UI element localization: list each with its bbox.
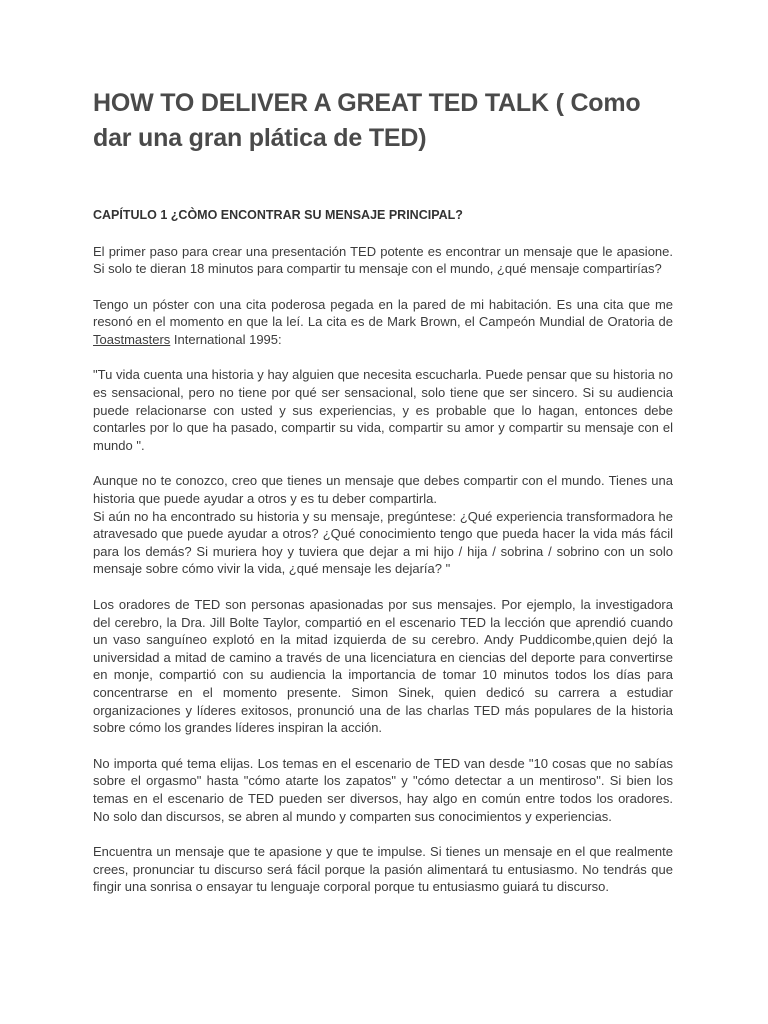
paragraph-1: El primer paso para crear una presentación TED potente es encontrar un mensaje que le apasione. Si solo te dieran 18 minutos para compartir tu mensaje con el mundo, ¿qué mensaje compartirías? bbox=[93, 243, 673, 277]
document-title: HOW TO DELIVER A GREAT TED TALK ( Como dar una gran plática de TED) bbox=[93, 89, 641, 152]
paragraph-3-quote: "Tu vida cuenta una historia y hay alguien que necesita escucharla. Puede pensar que su historia no es sensacional, pero no tiene por qué ser sensacional, solo tiene que ser sincero. Si su audiencia puede relacionarse con usted y sus experiencias, y es probable que lo hagan, entonces debe contarles por lo que ha pasado, compartir su vida, compartir su amor y compartir su mensaje con el mundo ". bbox=[93, 367, 673, 453]
paragraph-7: No importa qué tema elijas. Los temas en el escenario de TED van desde "10 cosas que no sabías sobre el orgasmo" hasta "cómo atarte los zapatos" y "cómo detectar a un mentiroso". Si bien los temas en el escenario de TED pueden ser diversos, hay algo en común entre todos los oradores. No solo dan discursos, se abren al mundo y comparten sus conocimientos y experiencias. bbox=[93, 755, 673, 824]
toastmasters-link[interactable]: Toastmasters bbox=[93, 331, 171, 347]
paragraph-4: Aunque no te conozco, creo que tienes un mensaje que debes compartir con el mundo. Tienes una historia que puede ayudar a otros y es tu deber compartirla. bbox=[93, 473, 673, 507]
paragraph-6: Los oradores de TED son personas apasionadas por sus mensajes. Por ejemplo, la investigadora del cerebro, la Dra. Jill Bolte Taylor, compartió en el escenario TED la lección que aprendió cuando un vaso sanguíneo explotó en la mitad izquierda de su cerebro. Andy Puddicombe,quien dejó la universidad a mitad de camino a través de una licenciatura en ciencias del deporte para convertirse en monje, compartió con su audiencia la importancia de tomar 10 minutos todos los días para concentrarse en el momento presente. Simon Sinek, quien dedicó su carrera a estudiar organizaciones y líderes exitosos, pronunció una de las charlas TED más populares de la historia sobre cómo los grandes líderes inspiran la acción. bbox=[93, 597, 673, 736]
paragraph-2 bbox=[93, 296, 673, 349]
paragraph-5: Si aún no ha encontrado su historia y su mensaje, pregúntese: ¿Qué experiencia transformadora he atravesado que puede ayudar a otros? ¿Qué conocimiento tengo que pueda hacer la vida más fácil para los demás? Si muriera hoy y tuviera que dejar a mi hijo / hija / sobrina / sobrino con un solo mensaje sobre cómo vivir la vida, ¿qué mensaje les dejaría? " bbox=[93, 508, 673, 577]
paragraph-8: Encuentra un mensaje que te apasione y que te impulse. Si tienes un mensaje en el que realmente crees, pronunciar tu discurso será fácil porque la pasión alimentará tu entusiasmo. No tendrás que fingir una sonrisa o ensayar tu lenguaje corporal porque tu entusiasmo guiará tu discurso. bbox=[93, 844, 673, 895]
paragraph-2-text-b: International 1995: bbox=[170, 331, 282, 347]
chapter-heading: CAPÍTULO 1 ¿CÒMO ENCONTRAR SU MENSAJE PRINCIPAL? bbox=[93, 208, 463, 222]
document-page bbox=[93, 86, 673, 896]
paragraph-2-text-a: Tengo un póster con una cita poderosa pegada en la pared de mi habitación. Es una cita que me resonó en el momento en que la leí. La cita es de Mark Brown, el Campeón Mundial de Oratoria de bbox=[93, 296, 673, 330]
